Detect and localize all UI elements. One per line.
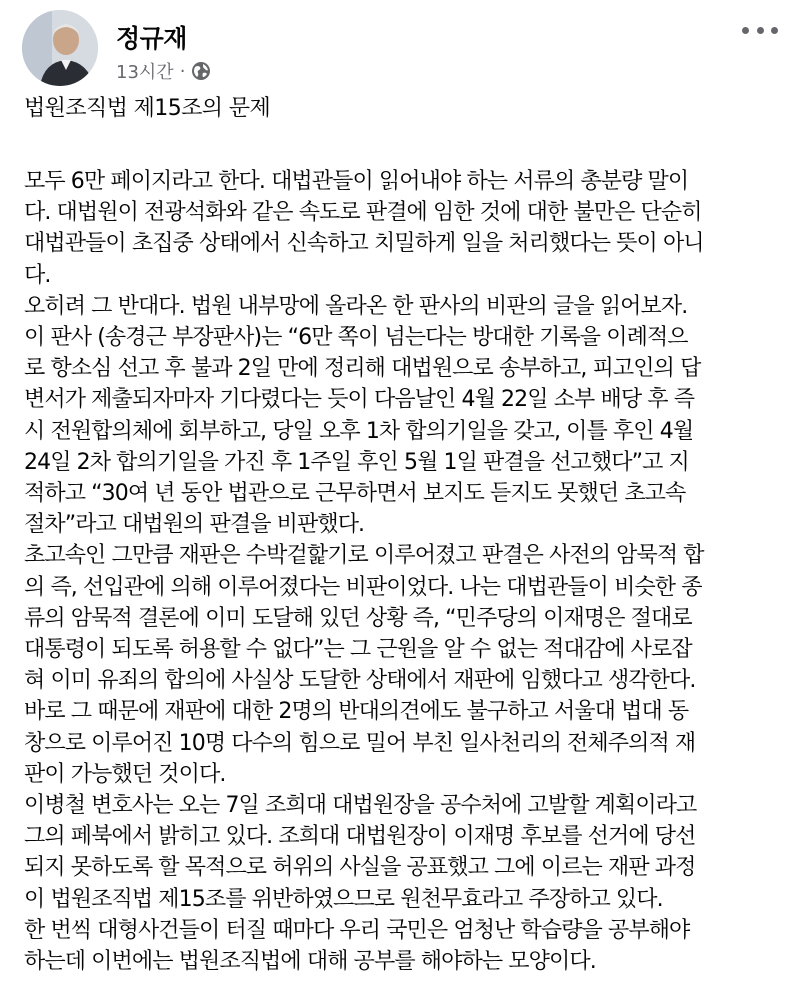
post-header	[22, 10, 782, 88]
post-meta	[116, 58, 211, 84]
post-time[interactable]: 13시간	[116, 62, 174, 83]
avatar-image	[22, 10, 98, 86]
more-horizontal-icon[interactable]	[742, 18, 778, 42]
avatar[interactable]	[22, 10, 98, 86]
post-paragraph: 초고속인 그만큼 재판은 수박겉핥기로 이루어졌고 판결은 사전의 암묵적 합 의 즉, 선입관에 의해 이루어졌다는 비판이었다. 나는 대법관들이 비슷한 종 류의 암묵적 결론에 이미 도달해 있던 상황 즉, “민주당의 이재명은 절대로 대통령이 되도록 허용할 수 없다”는 그 근원을 알 수 없는 적대감에 사로잡 혀 이미 유죄의 합의에 사실상 도달한 상태에서 재판에 임했다고 생각한다.	[24, 543, 704, 694]
post-paragraph: 오히려 그 반대다. 법원 내부망에 올라온 한 판사의 비판의 글을 읽어보자. 이 판사 (송경근 부장판사)는 “6만 쪽이 넘는다는 방대한 기록을 이례적으 로 항소심 선고 후 불과 2일 만에 정리해 대법원으로 송부하고, 피고인의 답 변서가 제출되자마자 기다렸다는 듯이 다음날인 4월 22일 소부 배당 후 즉 시 전원합의체에 회부하고, 당일 오후 1차 합의기일을 갖고, 이틀 후인 4월 24일 2차 합의기일을 가진 후 1주일 후인 5월 1일 판결을 선고했다”고 지 적하고 “30여 년 동안 법관으로 근무하면서 보지도 듣지도 못했던 초고속 절차”라고 대법원의 판결을 비판했다.	[24, 293, 701, 538]
post-body	[24, 166, 780, 977]
globe-icon[interactable]	[191, 61, 211, 81]
post-title: 법원조직법 제15조의 문제	[24, 96, 271, 121]
post-paragraph: 한 번씩 대형사건들이 터질 때마다 우리 국민은 엄청난 학습량을 공부해야 하는데 이번에는 법원조직법에 대해 공부를 해야하는 모양이다.	[24, 917, 690, 975]
post-content	[24, 92, 780, 977]
post-paragraph: 모두 6만 페이지라고 한다. 대법관들이 읽어내야 하는 서류의 총분량 말이 다. 대법원이 전광석화와 같은 속도로 판결에 임한 것에 대한 불만은 단순히 대법관들이 초집중 상태에서 신속하고 치밀하게 일을 처리했다는 뜻이 아니 다.	[24, 169, 704, 288]
meta-separator: ·	[179, 60, 186, 82]
post-paragraph: 바로 그 때문에 재판에 대한 2명의 반대의견에도 불구하고 서울대 법대 동 창으로 이루어진 10명 다수의 힘으로 밀어 부친 일사천리의 전체주의적 재 판이 가능했던 것이다.	[24, 699, 696, 787]
post-paragraph: 이병철 변호사는 오는 7일 조희대 대법원장을 공수처에 고발할 계획이라고 그의 페북에서 밝히고 있다. 조희대 대법원장이 이재명 후보를 선거에 당선 되지 못하도록 할 목적으로 허위의 사실을 공표했고 그에 이르는 재판 과정 이 법원조직법 제15조를 위반하였으므로 원천무효라고 주장하고 있다.	[24, 793, 697, 912]
author-name[interactable]: 정규재	[116, 24, 187, 53]
